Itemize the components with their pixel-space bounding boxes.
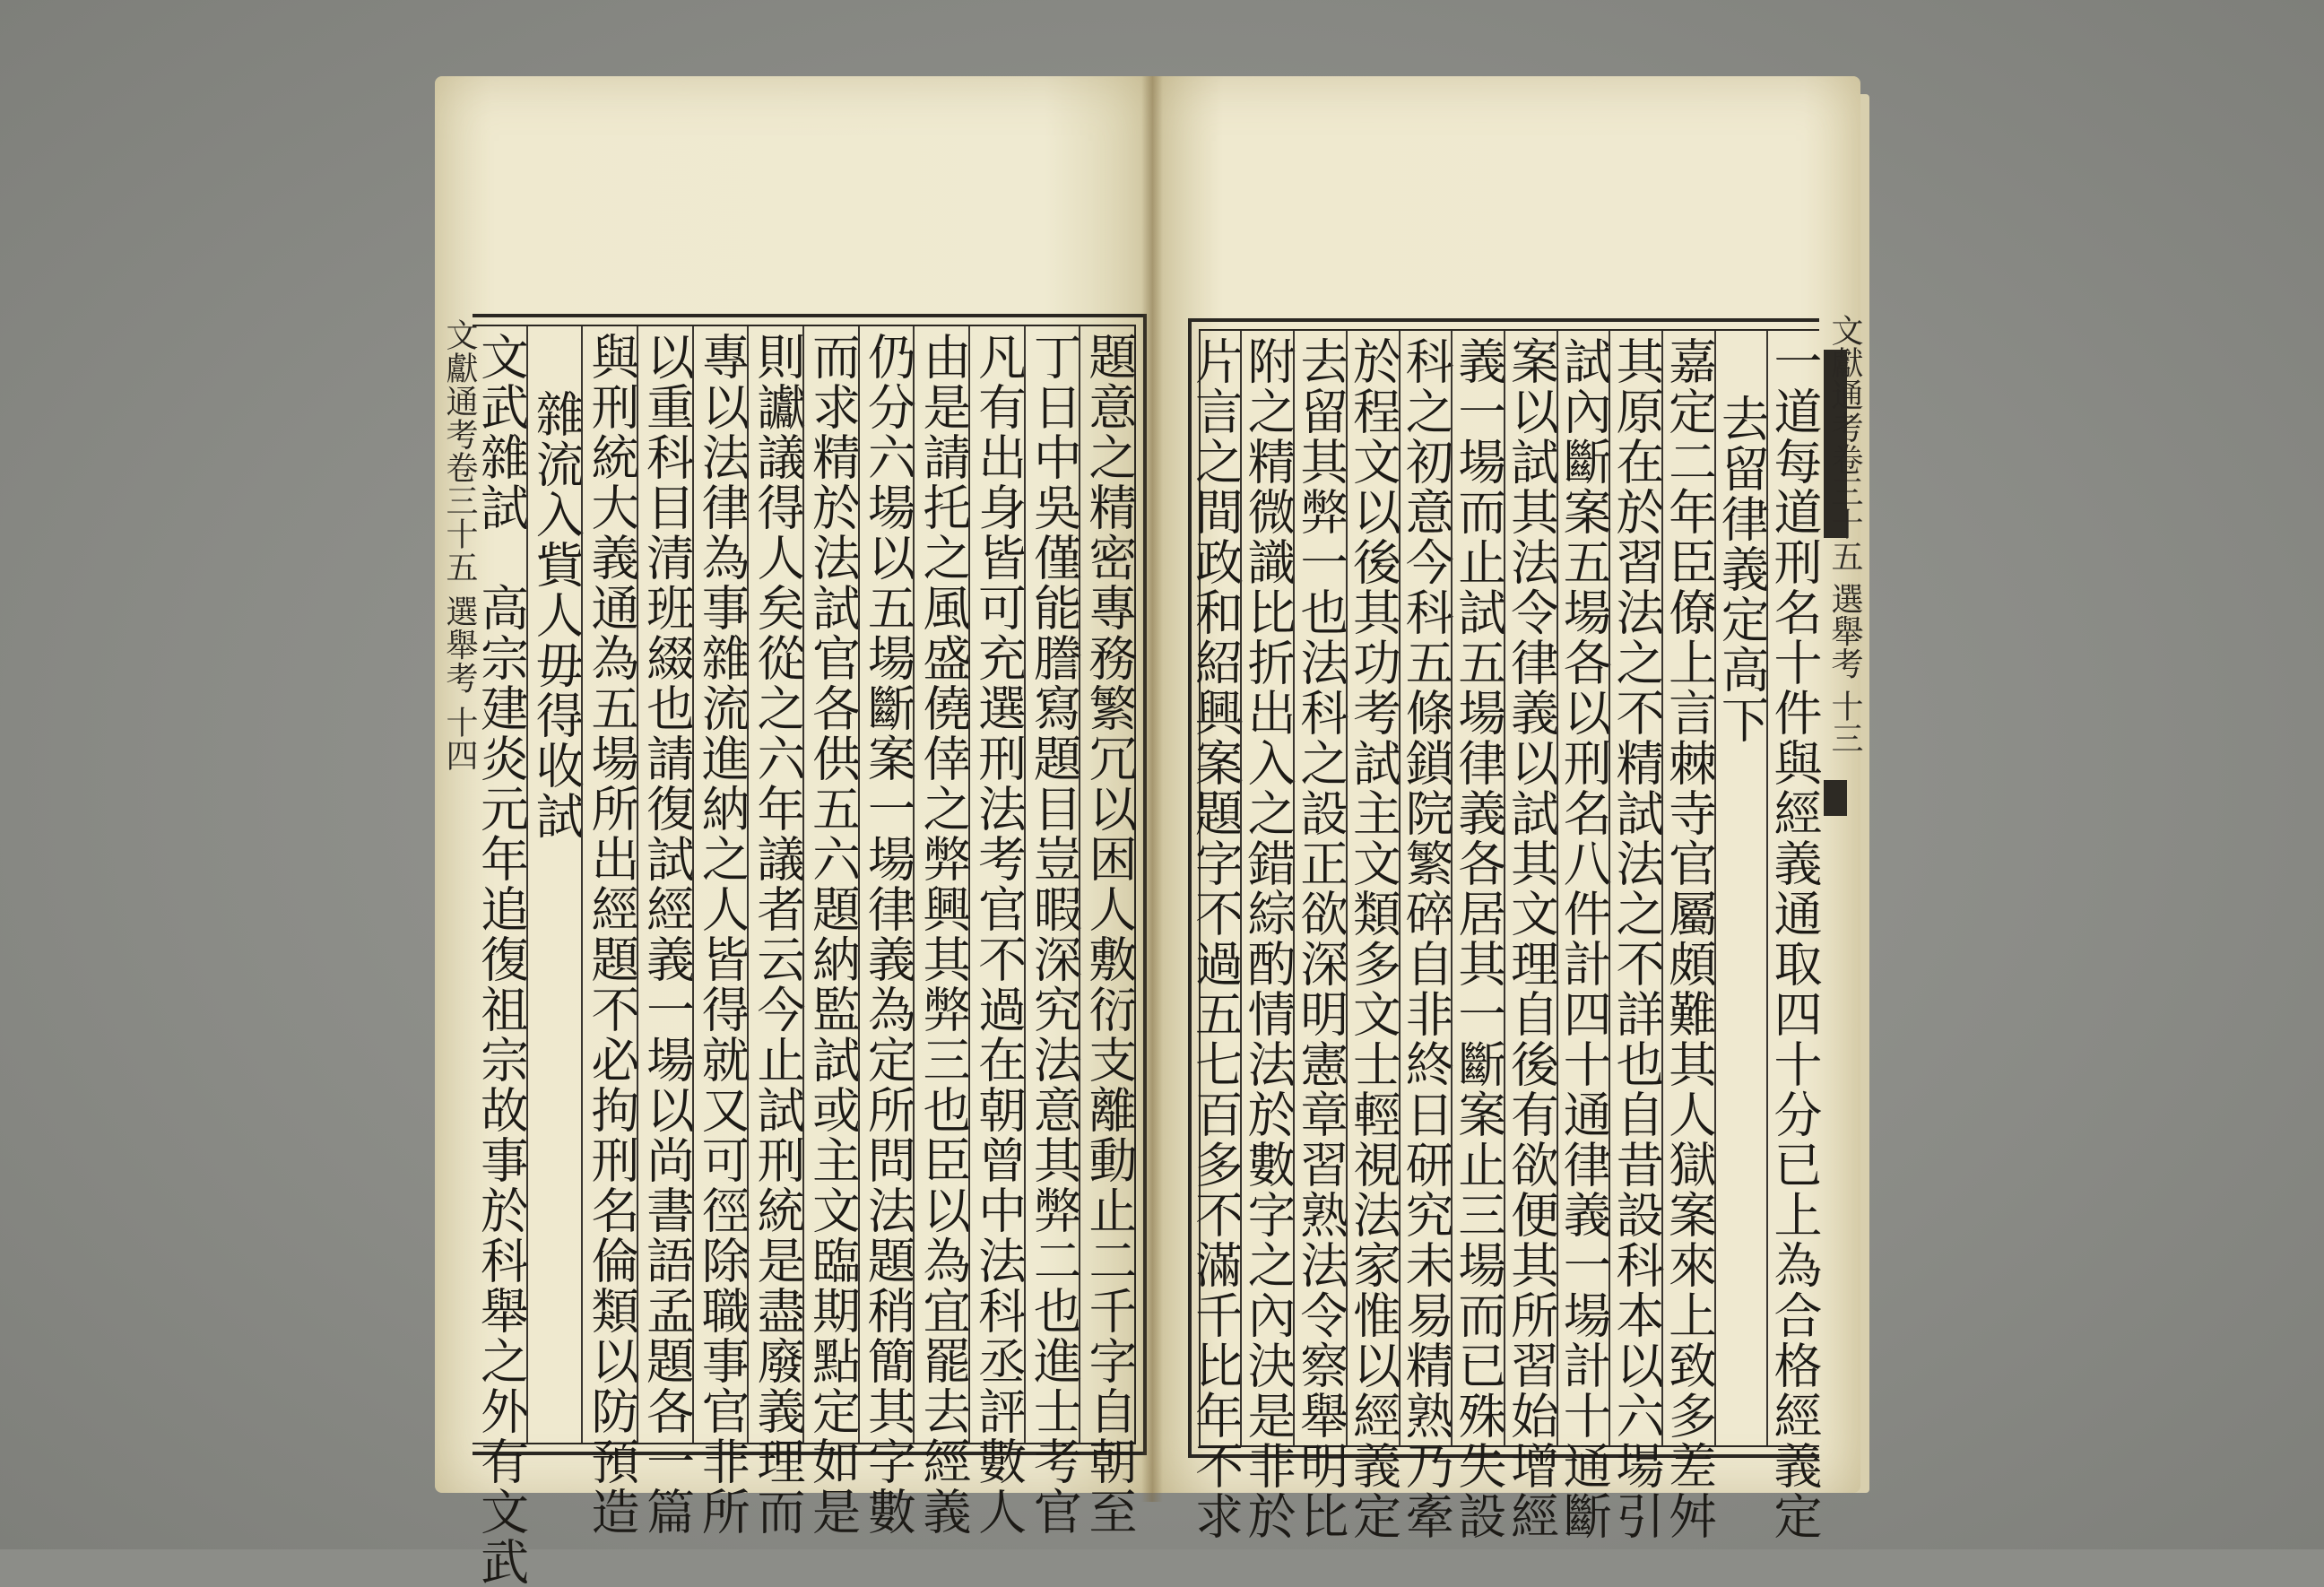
left-columns bbox=[473, 326, 1138, 1587]
text-column: 一道每道刑名十件與經義通取四十分已上為合格經義定 bbox=[1766, 331, 1819, 1445]
open-book bbox=[408, 76, 1869, 1587]
text-column: 以重科目清班綴也請復試經義一場以尚書語孟題各一篇 bbox=[637, 326, 692, 1443]
text-column: 案以試其法令律義以試其文理自後有欲便其所習始增經 bbox=[1504, 331, 1557, 1445]
text-column: 去留其弊一也法科之設正欲深明憲章習熟法令察舉明比 bbox=[1293, 331, 1346, 1445]
text-column: 附之精微識比折出入之錯綜酌情法於數字之內決是非於 bbox=[1240, 331, 1293, 1445]
text-column: 片言之間政和紹興案題字不過五七百多不滿千比年不求 bbox=[1187, 336, 1244, 1541]
text-column: 去留律義定高下 bbox=[1714, 331, 1767, 1445]
text-column: 丁日中吳僅能謄寫題目豈暇深究法意其弊二也進士考官 bbox=[1024, 326, 1080, 1443]
text-column: 而求精於法試官各供五六題納監試或主文臨期點定如是 bbox=[802, 326, 858, 1443]
text-column: 於程文以後其功考試主文類多文士輕視法家惟以經義定 bbox=[1346, 331, 1399, 1445]
text-column: 專以法律為事雜流進納之人皆得就又可徑除職事官非所 bbox=[692, 326, 748, 1443]
left-page-gutter bbox=[435, 300, 478, 1457]
text-column: 雜流入貲人毋得收試 bbox=[526, 326, 582, 1443]
text-column: 試內斷案五場各以刑名八件計四十通律義一場計十通斷 bbox=[1557, 331, 1609, 1445]
right-columns bbox=[1187, 331, 1823, 1541]
book-spine-fold bbox=[1141, 76, 1163, 1502]
text-column: 科之初意今科五條鎖院繁碎自非終日研究未易精熟乃牽 bbox=[1399, 331, 1452, 1445]
section-heading-column: 文武雜試 高宗建炎元年追復祖宗故事於科舉之外有文武 bbox=[473, 332, 530, 1587]
left-text-frame bbox=[473, 314, 1147, 1587]
right-page-gutter bbox=[1820, 314, 1874, 1461]
text-column: 嘉定二年臣僚上言棘寺官屬頗難其人獄案來上致多差舛 bbox=[1661, 331, 1714, 1445]
text-column: 題意之精密專務繁冗以困人敷衍支離動止二千字自朝至 bbox=[1079, 326, 1134, 1443]
left-page bbox=[435, 76, 1152, 1587]
left-gutter-text: 文獻通考卷三十五 選舉考 十四 bbox=[441, 318, 478, 772]
right-text-frame bbox=[1187, 318, 1823, 1541]
right-page bbox=[1152, 76, 1863, 1541]
text-column: 義一場而止試五場律義各居其一斷案止三場而已殊失設 bbox=[1451, 331, 1504, 1445]
fish-tail-mark bbox=[1824, 780, 1847, 816]
text-column: 仍分六場以五場斷案一場律義為定所問法題稍簡其字數 bbox=[858, 326, 914, 1443]
text-column: 其原在於習法之不精試法之不詳也自昔設科本以六場引 bbox=[1609, 331, 1661, 1445]
right-gutter-text: 文獻通考卷三十五 選舉考 十三 bbox=[1826, 314, 1863, 754]
text-column: 與刑統大義通為五場所出經題不必拘刑名倫類以防預造 bbox=[581, 326, 637, 1443]
text-column: 由是請托之風盛僥倖之弊興其弊三也臣以為宜罷去經義 bbox=[913, 326, 968, 1443]
text-column: 凡有出身皆可充選刑法考官不過在朝曾中法科丞評數人 bbox=[968, 326, 1024, 1443]
text-column: 則讞議得人矣從之六年議者云今止試刑統是盡廢義理而 bbox=[747, 326, 802, 1443]
